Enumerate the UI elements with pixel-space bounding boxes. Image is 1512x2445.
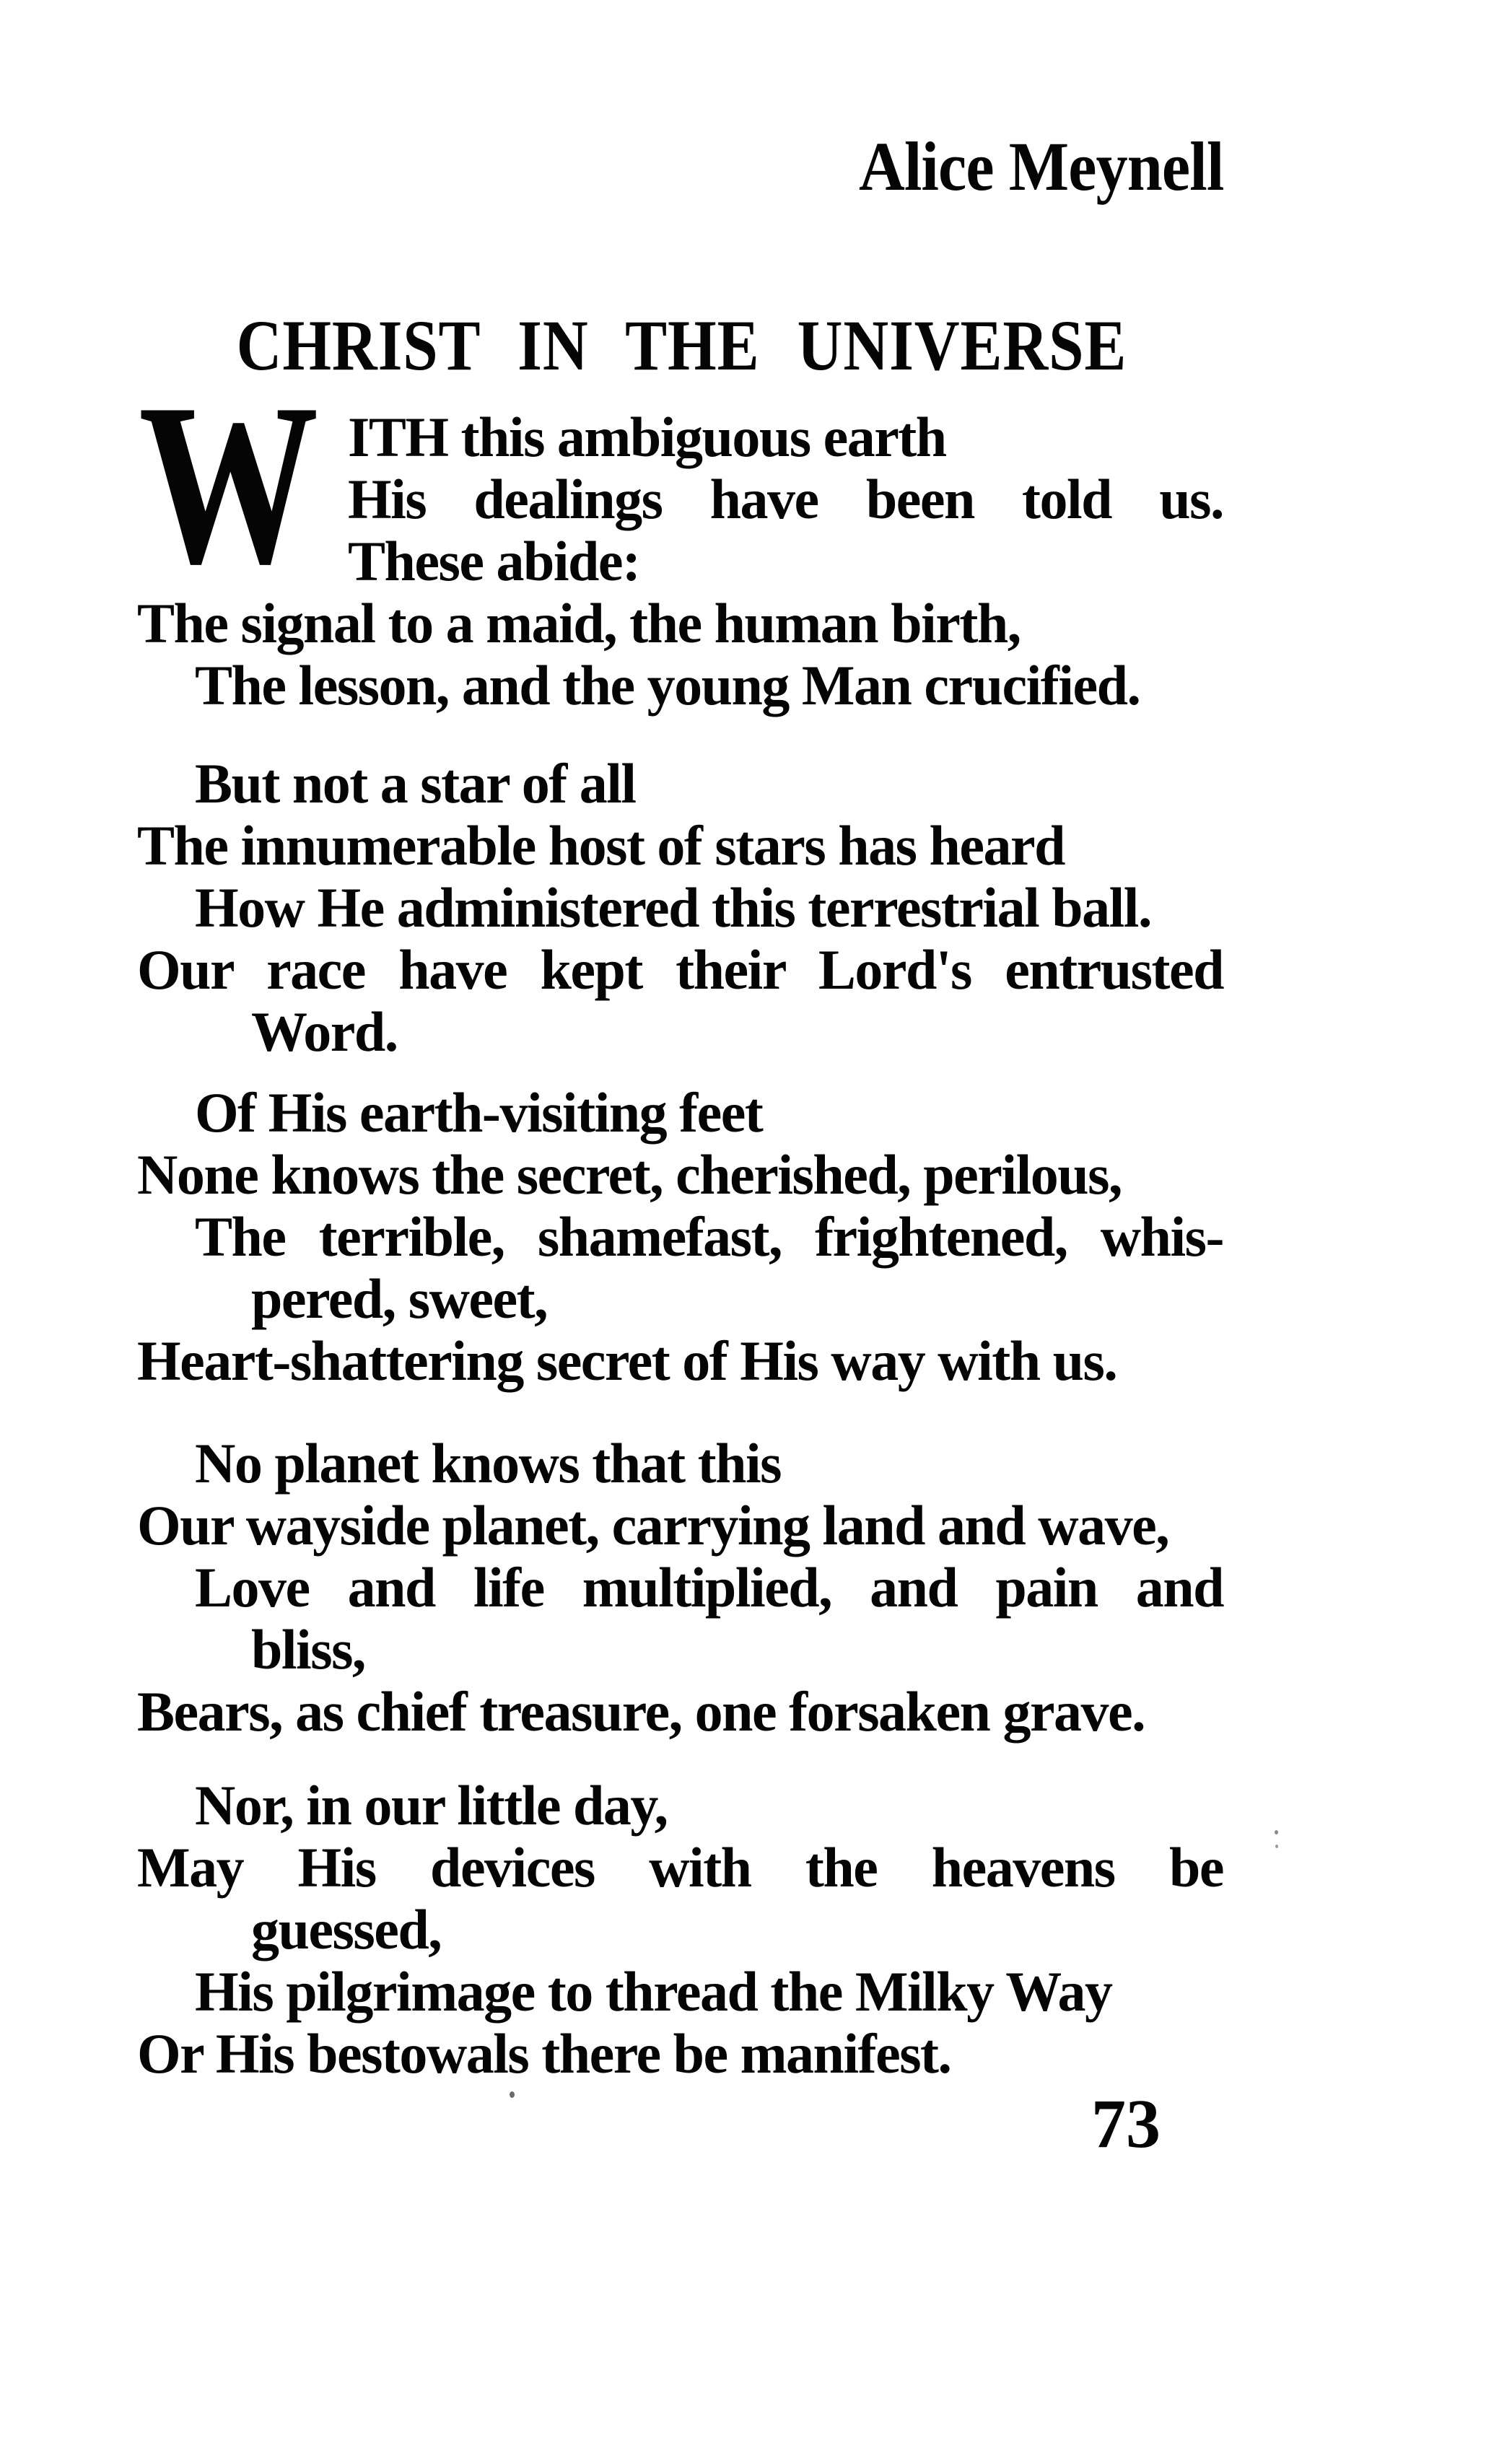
poem-line: His dealings have been told us.	[348, 468, 1223, 530]
page-number: 73	[1091, 2085, 1161, 2162]
poem-line: These abide:	[348, 530, 640, 592]
poem-line: The signal to a maid, the human birth,	[137, 592, 1021, 655]
stanza-2	[137, 753, 1223, 1063]
poem-line: Our wayside planet, carrying land and wave,	[137, 1494, 1169, 1557]
poem-title: CHRIST IN THE UNIVERSE	[236, 305, 1127, 385]
drop-cap-letter: W	[139, 357, 319, 612]
poem-line: Or His bestowals there be manifest.	[137, 2022, 951, 2085]
poem-line: Nor, in our little day,	[195, 1774, 668, 1837]
stanza-1	[137, 357, 1223, 717]
poem-line: bliss,	[251, 1618, 365, 1681]
poem-line: The terrible, shamefast, frightened, whis-	[195, 1205, 1223, 1268]
stanza-5	[137, 1775, 1223, 2085]
scan-artifact	[510, 2091, 515, 2098]
poem-line: No planet knows that this	[195, 1432, 782, 1495]
poem-line: Heart-shattering secret of His way with us.	[137, 1329, 1117, 1392]
poem-line: Our race have kept their Lord's entrusted	[137, 938, 1223, 1001]
scan-artifact	[1275, 1845, 1278, 1848]
poem-line: Of His earth-visiting feet	[195, 1081, 763, 1144]
poem-line: Bears, as chief treasure, one forsaken grave.	[137, 1680, 1145, 1743]
poem-line: The lesson, and the young Man crucified.	[195, 654, 1140, 717]
poem-line: How He administered this terrestrial ball.	[195, 876, 1151, 939]
poem-line: But not a star of all	[195, 752, 636, 815]
running-head-author: Alice Meynell	[858, 128, 1223, 205]
poem-line: ITH this ambiguous earth	[348, 406, 946, 468]
poem-line: guessed,	[251, 1898, 442, 1961]
poem-line: None knows the secret, cherished, perilous,	[137, 1143, 1122, 1206]
poem-line: His pilgrimage to thread the Milky Way	[195, 1960, 1112, 2023]
poem-line: Word.	[251, 1000, 398, 1063]
poem-line: May His devices with the heavens be	[137, 1836, 1223, 1899]
stanza-3	[137, 1082, 1223, 1392]
poem-line: The innumerable host of stars has heard	[137, 814, 1065, 877]
poem-line: pered, sweet,	[251, 1267, 548, 1330]
poem-line: Love and life multiplied, and pain and	[195, 1556, 1223, 1619]
scan-artifact	[1275, 1830, 1278, 1834]
stanza-4	[137, 1433, 1223, 1743]
